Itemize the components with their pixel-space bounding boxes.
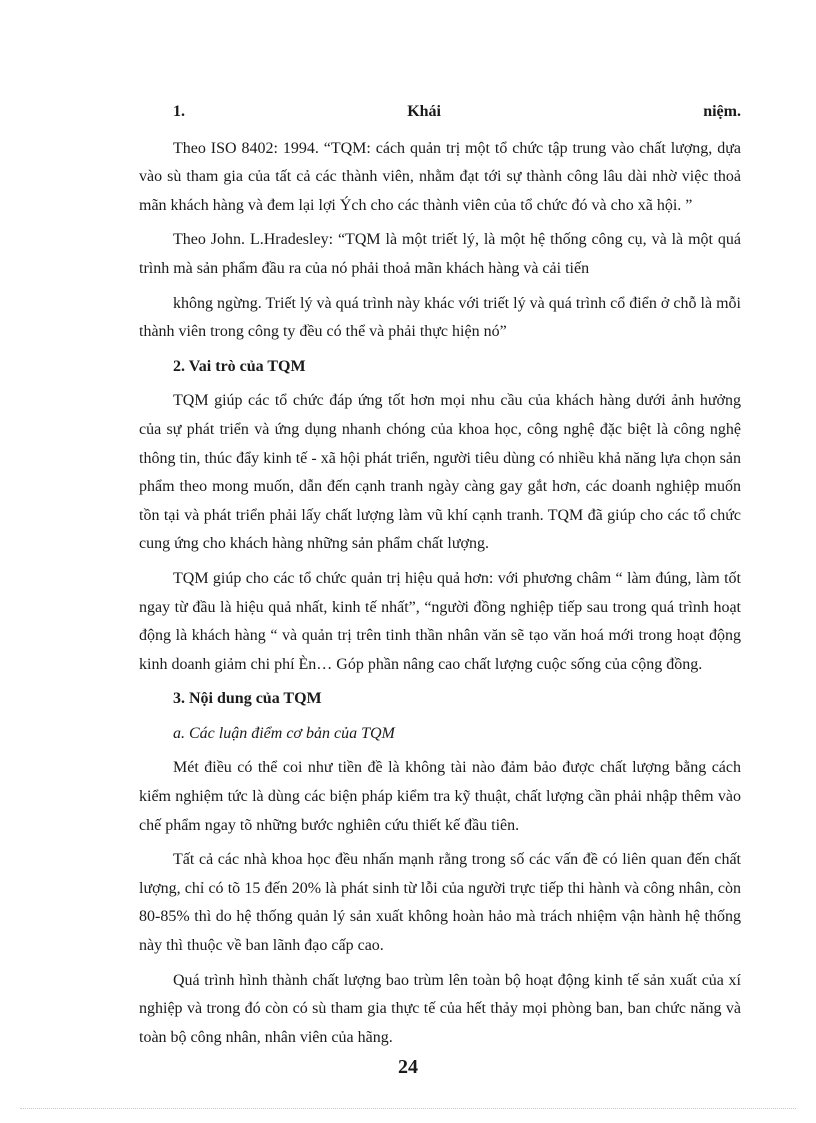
section-1-word-1: Khái (407, 103, 441, 120)
section-2-paragraph-2: TQM giúp cho các tổ chức quản trị hiệu quả hơn: với phương châm “ làm đúng, làm tốt ngay từ đầu là hiệu quả nhất, kinh tế nhất”, “người đồng nghiệp tiếp sau trong quá trình hoạt động là khách hàng “ và quản trị trên tinh thần nhân văn sẽ tạo văn hoá mới trong hoạt động kinh doanh giảm chi phí Èn… Góp phần nâng cao chất lượng cuộc sống của cộng đồng. (139, 569, 741, 673)
section-3-paragraph-2: Tất cả các nhà khoa học đều nhấn mạnh rằng trong số các vấn đề có liên quan đến chất lượng, chỉ có tõ 15 đến 20% là phát sinh từ lỗi của người trực tiếp thi hành và công nhân, còn 80-85% thì do hệ thống quản lý sản xuất không hoàn hảo mà trách nhiệm vận hành hệ thống này thì thuộc về ban lãnh đạo cấp cao. (139, 851, 741, 955)
page-number: 24 (398, 1056, 418, 1078)
section-1-number: 1. (173, 103, 185, 120)
section-3-paragraph-3: Quá trình hình thành chất lượng bao trùm lên toàn bộ hoạt động kinh tế sản xuất của xí nghiệp và trong đó còn có sù tham gia thực tế của hết thảy mọi phòng ban, ban chức năng và toàn bộ công nhân, nhân viên của hãng. (139, 971, 741, 1046)
section-1-heading (139, 98, 741, 127)
section-1-paragraph-1: Theo ISO 8402: 1994. “TQM: cách quản trị một tổ chức tập trung vào chất lượng, dựa vào sù tham gia của tất cả các thành viên, nhằm đạt tới sự thành công lâu dài nhờ việc thoả mãn khách hàng và đem lại lợi Ých cho các thành viên của tổ chức đó và cho xã hội. ” (139, 139, 741, 214)
section-3-paragraph-1: Mét điều có thể coi như tiền đề là không tài nào đảm bảo được chất lượng bằng cách kiểm nghiệm tức là dùng các biện pháp kiểm tra kỹ thuật, chất lượng cần phải nhập thêm vào chế phẩm ngay tõ những bước nghiên cứu thiết kế đầu tiên. (139, 759, 741, 834)
page-body (139, 98, 741, 1058)
section-2-paragraph-1: TQM giúp các tổ chức đáp ứng tốt hơn mọi nhu cầu của khách hàng dưới ảnh hưởng của sự phát triển và ứng dụng nhanh chóng của khoa học, công nghệ đặc biệt là công nghệ thông tin, thúc đẩy kinh tế - xã hội phát triển, người tiêu dùng có nhiều khả năng lựa chọn sản phẩm theo mong muốn, dẫn đến cạnh tranh ngày càng gay gắt hơn, các doanh nghiệp muốn tồn tại và phát triển phải lấy chất lượng làm vũ khí cạnh tranh. TQM đã giúp cho các tổ chức cung ứng cho khách hàng những sản phẩm chất lượng. (139, 392, 741, 553)
section-1-paragraph-2b: không ngừng. Triết lý và quá trình này khác với triết lý và quá trình cổ điển ở chỗ là mỗi thành viên trong công ty đều có thể và phải thực hiện nó” (139, 294, 741, 341)
section-1-paragraph-2a: Theo John. L.Hradesley: “TQM là một triết lý, là một hệ thống công cụ, và là một quá trình mà sản phẩm đầu ra của nó phải thoả mãn khách hàng và cải tiến (139, 231, 741, 277)
section-2-heading: 2. Vai trò của TQM (173, 357, 306, 375)
page-bottom-divider (20, 1108, 796, 1109)
section-1-word-2: niệm. (703, 103, 741, 120)
section-3-subheading: a. Các luận điểm cơ bản của TQM (173, 724, 395, 742)
section-3-heading: 3. Nội dung của TQM (173, 690, 322, 708)
